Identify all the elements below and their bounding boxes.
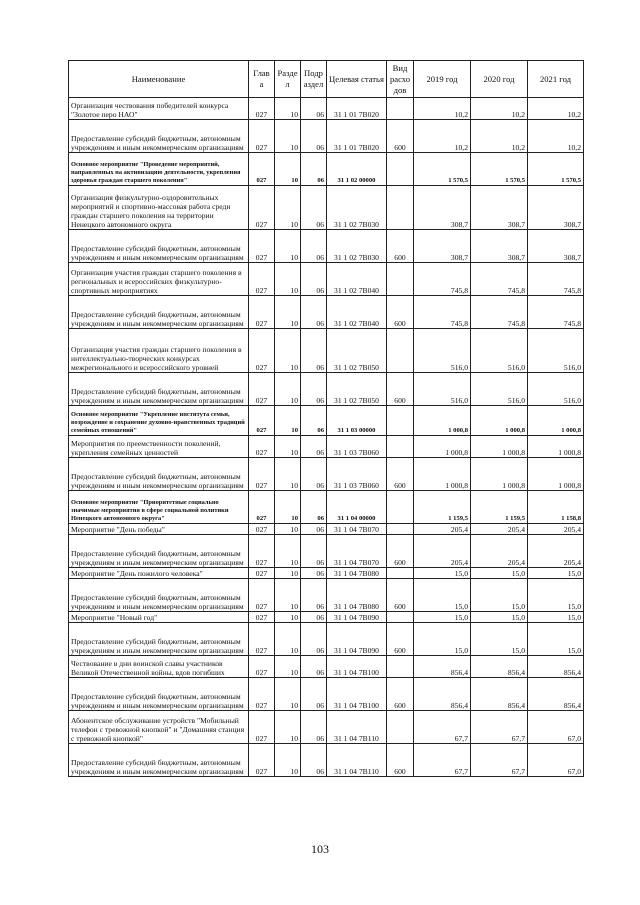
- table-row: [69, 373, 584, 406]
- cell-podrazdel: 06: [301, 296, 327, 329]
- cell-2019: 10,2: [414, 98, 471, 120]
- table-row: [69, 612, 584, 623]
- cell-2019: 516,0: [414, 373, 471, 406]
- cell-vid: [387, 186, 414, 230]
- table-row: [69, 263, 584, 296]
- cell-statya: 31 1 04 7В080: [327, 579, 387, 612]
- cell-2021: 67,0: [528, 744, 584, 777]
- cell-name: Мероприятие "Новый год": [69, 612, 249, 623]
- cell-2021: 205,4: [528, 535, 584, 568]
- cell-2020: 15,0: [471, 568, 528, 579]
- table-row: [69, 436, 584, 458]
- cell-2020: 745,8: [471, 296, 528, 329]
- cell-vid: [387, 711, 414, 744]
- cell-vid: 600: [387, 579, 414, 612]
- cell-statya: 31 1 04 7В070: [327, 524, 387, 535]
- cell-statya: 31 1 02 7В050: [327, 329, 387, 373]
- cell-name: Предоставление субсидий бюджетным, автономным учреждениям и иным некоммерческим организациям: [69, 579, 249, 612]
- cell-podrazdel: 06: [301, 329, 327, 373]
- cell-glava: 027: [249, 329, 275, 373]
- cell-statya: 31 1 04 7В080: [327, 568, 387, 579]
- cell-glava: 027: [249, 373, 275, 406]
- cell-glava: 027: [249, 296, 275, 329]
- header-name: Наименование: [69, 61, 249, 98]
- cell-vid: 600: [387, 230, 414, 263]
- cell-2019: 1 000,8: [414, 458, 471, 491]
- table-row: [69, 744, 584, 777]
- table-row: [69, 656, 584, 678]
- cell-2019: 308,7: [414, 230, 471, 263]
- cell-2021: 1 000,8: [528, 458, 584, 491]
- cell-2019: 15,0: [414, 568, 471, 579]
- cell-statya: 31 1 03 7В060: [327, 458, 387, 491]
- table-row: [69, 98, 584, 120]
- cell-statya: 31 1 02 7В050: [327, 373, 387, 406]
- cell-vid: [387, 98, 414, 120]
- cell-glava: 027: [249, 535, 275, 568]
- table-row: [69, 458, 584, 491]
- cell-2020: 205,4: [471, 524, 528, 535]
- cell-2020: 1 000,8: [471, 436, 528, 458]
- cell-glava: 027: [249, 524, 275, 535]
- cell-name: Предоставление субсидий бюджетным, автономным учреждениям и иным некоммерческим организациям: [69, 230, 249, 263]
- cell-vid: 600: [387, 296, 414, 329]
- cell-statya: 31 1 02 00000: [327, 153, 387, 186]
- cell-2020: 15,0: [471, 579, 528, 612]
- cell-2021: 856,4: [528, 678, 584, 711]
- cell-glava: 027: [249, 98, 275, 120]
- cell-2021: 1 570,5: [528, 153, 584, 186]
- cell-razdel: 10: [275, 230, 301, 263]
- header-vid: Вид расхо дов: [387, 61, 414, 98]
- header-2019: 2019 год: [414, 61, 471, 98]
- cell-glava: 027: [249, 458, 275, 491]
- cell-name: Предоставление субсидий бюджетным, автономным учреждениям и иным некоммерческим организациям: [69, 744, 249, 777]
- cell-razdel: 10: [275, 612, 301, 623]
- table-body: [69, 98, 584, 777]
- cell-2021: 1 000,8: [528, 406, 584, 436]
- cell-2020: 516,0: [471, 373, 528, 406]
- cell-2021: 308,7: [528, 186, 584, 230]
- cell-statya: 31 1 04 00000: [327, 491, 387, 524]
- cell-statya: 31 1 02 7В040: [327, 263, 387, 296]
- cell-2019: 856,4: [414, 656, 471, 678]
- cell-podrazdel: 06: [301, 623, 327, 656]
- table-header-row: [69, 61, 584, 98]
- cell-2021: 15,0: [528, 579, 584, 612]
- cell-name: Предоставление субсидий бюджетным, автономным учреждениям и иным некоммерческим организациям: [69, 623, 249, 656]
- header-glava: Глав а: [249, 61, 275, 98]
- cell-glava: 027: [249, 612, 275, 623]
- cell-podrazdel: 06: [301, 491, 327, 524]
- cell-2021: 516,0: [528, 329, 584, 373]
- cell-2019: 205,4: [414, 524, 471, 535]
- cell-glava: 027: [249, 436, 275, 458]
- cell-name: Предоставление субсидий бюджетным, автономным учреждениям и иным некоммерческим организациям: [69, 535, 249, 568]
- cell-2020: 856,4: [471, 656, 528, 678]
- cell-razdel: 10: [275, 579, 301, 612]
- cell-vid: [387, 263, 414, 296]
- cell-2019: 856,4: [414, 678, 471, 711]
- cell-2020: 308,7: [471, 230, 528, 263]
- cell-2021: 516,0: [528, 373, 584, 406]
- cell-podrazdel: 06: [301, 678, 327, 711]
- cell-name: Мероприятие "День победы": [69, 524, 249, 535]
- cell-2020: 745,8: [471, 263, 528, 296]
- cell-2019: 15,0: [414, 579, 471, 612]
- cell-glava: 027: [249, 263, 275, 296]
- cell-2021: 308,7: [528, 230, 584, 263]
- cell-razdel: 10: [275, 744, 301, 777]
- cell-name: Предоставление субсидий бюджетным, автономным учреждениям и иным некоммерческим организациям: [69, 120, 249, 153]
- cell-statya: 31 1 04 7В100: [327, 678, 387, 711]
- cell-statya: 31 1 01 7В020: [327, 98, 387, 120]
- cell-podrazdel: 06: [301, 458, 327, 491]
- table-row: [69, 579, 584, 612]
- header-2021: 2021 год: [528, 61, 584, 98]
- cell-2021: 1 158,8: [528, 491, 584, 524]
- cell-podrazdel: 06: [301, 153, 327, 186]
- cell-2019: 1 000,8: [414, 436, 471, 458]
- cell-razdel: 10: [275, 568, 301, 579]
- cell-2019: 205,4: [414, 535, 471, 568]
- cell-statya: 31 1 04 7В110: [327, 744, 387, 777]
- table-row: [69, 524, 584, 535]
- cell-vid: [387, 524, 414, 535]
- cell-name: Организация чествования победителей конкурса "Золотое перо НАО": [69, 98, 249, 120]
- cell-razdel: 10: [275, 524, 301, 535]
- cell-name: Основное мероприятие "Укрепление института семьи, возрождение и сохранение духовно-нравственных традиций семейных отношений": [69, 406, 249, 436]
- cell-statya: 31 1 02 7В030: [327, 230, 387, 263]
- cell-vid: 600: [387, 120, 414, 153]
- cell-vid: 600: [387, 458, 414, 491]
- cell-statya: 31 1 04 7В100: [327, 656, 387, 678]
- cell-2021: 745,8: [528, 296, 584, 329]
- header-2020: 2020 год: [471, 61, 528, 98]
- cell-2021: 15,0: [528, 612, 584, 623]
- cell-podrazdel: 06: [301, 579, 327, 612]
- cell-name: Предоставление субсидий бюджетным, автономным учреждениям и иным некоммерческим организациям: [69, 458, 249, 491]
- table-row: [69, 711, 584, 744]
- cell-name: Предоставление субсидий бюджетным, автономным учреждениям и иным некоммерческим организациям: [69, 678, 249, 711]
- cell-2019: 15,0: [414, 623, 471, 656]
- cell-vid: 600: [387, 535, 414, 568]
- cell-name: Предоставление субсидий бюджетным, автономным учреждениям и иным некоммерческим организациям: [69, 373, 249, 406]
- cell-podrazdel: 06: [301, 120, 327, 153]
- cell-vid: [387, 436, 414, 458]
- cell-name: Организация физкультурно-оздоровительных мероприятий и спортивно-массовая работа среди граждан старшего поколения на территории Ненецкого автономного округа: [69, 186, 249, 230]
- cell-vid: 600: [387, 623, 414, 656]
- cell-glava: 027: [249, 153, 275, 186]
- cell-vid: 600: [387, 678, 414, 711]
- cell-vid: [387, 153, 414, 186]
- cell-podrazdel: 06: [301, 98, 327, 120]
- table-row: [69, 568, 584, 579]
- cell-podrazdel: 06: [301, 524, 327, 535]
- cell-podrazdel: 06: [301, 406, 327, 436]
- cell-2021: 856,4: [528, 656, 584, 678]
- cell-razdel: 10: [275, 711, 301, 744]
- cell-statya: 31 1 04 7В090: [327, 623, 387, 656]
- cell-2019: 67,7: [414, 744, 471, 777]
- cell-razdel: 10: [275, 491, 301, 524]
- cell-2021: 67,0: [528, 711, 584, 744]
- cell-razdel: 10: [275, 656, 301, 678]
- cell-name: Организация участия граждан старшего поколения в интеллектуально-творческих конкурсах межрегионального и всероссийского уровней: [69, 329, 249, 373]
- cell-podrazdel: 06: [301, 656, 327, 678]
- cell-2019: 745,8: [414, 296, 471, 329]
- budget-table: [68, 60, 584, 777]
- cell-glava: 027: [249, 120, 275, 153]
- cell-2021: 15,0: [528, 623, 584, 656]
- cell-2020: 10,2: [471, 120, 528, 153]
- cell-podrazdel: 06: [301, 744, 327, 777]
- cell-glava: 027: [249, 491, 275, 524]
- cell-razdel: 10: [275, 406, 301, 436]
- cell-name: Организация участия граждан старшего поколения в региональных и всероссийских физкультурно-спортивных мероприятиях: [69, 263, 249, 296]
- cell-2019: 10,2: [414, 120, 471, 153]
- cell-podrazdel: 06: [301, 711, 327, 744]
- cell-2020: 67,7: [471, 744, 528, 777]
- cell-glava: 027: [249, 568, 275, 579]
- cell-2021: 745,8: [528, 263, 584, 296]
- cell-razdel: 10: [275, 436, 301, 458]
- cell-razdel: 10: [275, 329, 301, 373]
- cell-glava: 027: [249, 678, 275, 711]
- cell-razdel: 10: [275, 535, 301, 568]
- header-razdel: Разде л: [275, 61, 301, 98]
- table-row: [69, 406, 584, 436]
- cell-statya: 31 1 03 00000: [327, 406, 387, 436]
- cell-podrazdel: 06: [301, 612, 327, 623]
- cell-2019: 1 570,5: [414, 153, 471, 186]
- cell-glava: 027: [249, 186, 275, 230]
- cell-2019: 1 159,5: [414, 491, 471, 524]
- table-row: [69, 230, 584, 263]
- cell-2020: 15,0: [471, 612, 528, 623]
- cell-name: Чествование в дни воинской славы участников Великой Отечественной войны, вдов погибших: [69, 656, 249, 678]
- cell-2020: 15,0: [471, 623, 528, 656]
- cell-razdel: 10: [275, 98, 301, 120]
- cell-statya: 31 1 03 7В060: [327, 436, 387, 458]
- cell-razdel: 10: [275, 186, 301, 230]
- cell-name: Основное мероприятие "Приоритетные социально значимые мероприятия в сфере социальной политики Ненецкого автономного округа": [69, 491, 249, 524]
- cell-2019: 308,7: [414, 186, 471, 230]
- cell-glava: 027: [249, 406, 275, 436]
- cell-podrazdel: 06: [301, 263, 327, 296]
- cell-razdel: 10: [275, 678, 301, 711]
- cell-razdel: 10: [275, 120, 301, 153]
- cell-2020: 1 159,5: [471, 491, 528, 524]
- cell-glava: 027: [249, 744, 275, 777]
- cell-2021: 1 000,8: [528, 436, 584, 458]
- cell-podrazdel: 06: [301, 535, 327, 568]
- header-podrazdel: Подр аздел: [301, 61, 327, 98]
- cell-2019: 1 000,8: [414, 406, 471, 436]
- cell-vid: [387, 406, 414, 436]
- document-page: [68, 60, 583, 777]
- cell-2021: 15,0: [528, 568, 584, 579]
- cell-2020: 516,0: [471, 329, 528, 373]
- cell-razdel: 10: [275, 623, 301, 656]
- cell-name: Предоставление субсидий бюджетным, автономным учреждениям и иным некоммерческим организациям: [69, 296, 249, 329]
- cell-2021: 205,4: [528, 524, 584, 535]
- cell-2019: 15,0: [414, 612, 471, 623]
- header-statya: Целевая статья: [327, 61, 387, 98]
- page-number: 103: [311, 842, 329, 856]
- cell-razdel: 10: [275, 263, 301, 296]
- cell-podrazdel: 06: [301, 436, 327, 458]
- cell-statya: 31 1 04 7В110: [327, 711, 387, 744]
- cell-statya: 31 1 02 7В040: [327, 296, 387, 329]
- cell-name: Абонентское обслуживание устройств "Мобильный телефон с тревожной кнопкой" и "Домашняя станция с тревожной кнопкой": [69, 711, 249, 744]
- cell-2020: 67,7: [471, 711, 528, 744]
- cell-glava: 027: [249, 623, 275, 656]
- cell-podrazdel: 06: [301, 230, 327, 263]
- table-row: [69, 186, 584, 230]
- cell-vid: [387, 612, 414, 623]
- table-row: [69, 623, 584, 656]
- cell-2020: 308,7: [471, 186, 528, 230]
- cell-name: Мероприятия по преемственности поколений, укрепления семейных ценностей: [69, 436, 249, 458]
- cell-statya: 31 1 02 7В030: [327, 186, 387, 230]
- cell-2021: 10,2: [528, 98, 584, 120]
- cell-2020: 1 000,8: [471, 458, 528, 491]
- cell-razdel: 10: [275, 153, 301, 186]
- table-row: [69, 153, 584, 186]
- table-row: [69, 296, 584, 329]
- table-row: [69, 491, 584, 524]
- cell-vid: [387, 568, 414, 579]
- cell-2019: 516,0: [414, 329, 471, 373]
- cell-vid: [387, 656, 414, 678]
- table-row: [69, 329, 584, 373]
- cell-razdel: 10: [275, 373, 301, 406]
- cell-glava: 027: [249, 230, 275, 263]
- cell-statya: 31 1 01 7В020: [327, 120, 387, 153]
- cell-statya: 31 1 04 7В090: [327, 612, 387, 623]
- cell-2020: 1 570,5: [471, 153, 528, 186]
- cell-razdel: 10: [275, 458, 301, 491]
- cell-2020: 856,4: [471, 678, 528, 711]
- table-row: [69, 678, 584, 711]
- cell-vid: 600: [387, 744, 414, 777]
- cell-2020: 10,2: [471, 98, 528, 120]
- cell-podrazdel: 06: [301, 373, 327, 406]
- cell-name: Мероприятие "День пожилого человека": [69, 568, 249, 579]
- cell-podrazdel: 06: [301, 568, 327, 579]
- cell-2019: 745,8: [414, 263, 471, 296]
- cell-2020: 205,4: [471, 535, 528, 568]
- cell-name: Основное мероприятие "Проведение мероприятий, направленных на активизацию деятельности, укрепления здоровья граждан старшего поколения": [69, 153, 249, 186]
- cell-razdel: 10: [275, 296, 301, 329]
- cell-2020: 1 000,8: [471, 406, 528, 436]
- cell-2019: 67,7: [414, 711, 471, 744]
- cell-vid: [387, 329, 414, 373]
- cell-vid: 600: [387, 373, 414, 406]
- cell-glava: 027: [249, 656, 275, 678]
- table-row: [69, 120, 584, 153]
- cell-glava: 027: [249, 579, 275, 612]
- cell-glava: 027: [249, 711, 275, 744]
- cell-2021: 10,2: [528, 120, 584, 153]
- cell-statya: 31 1 04 7В070: [327, 535, 387, 568]
- cell-podrazdel: 06: [301, 186, 327, 230]
- table-row: [69, 535, 584, 568]
- cell-vid: [387, 491, 414, 524]
